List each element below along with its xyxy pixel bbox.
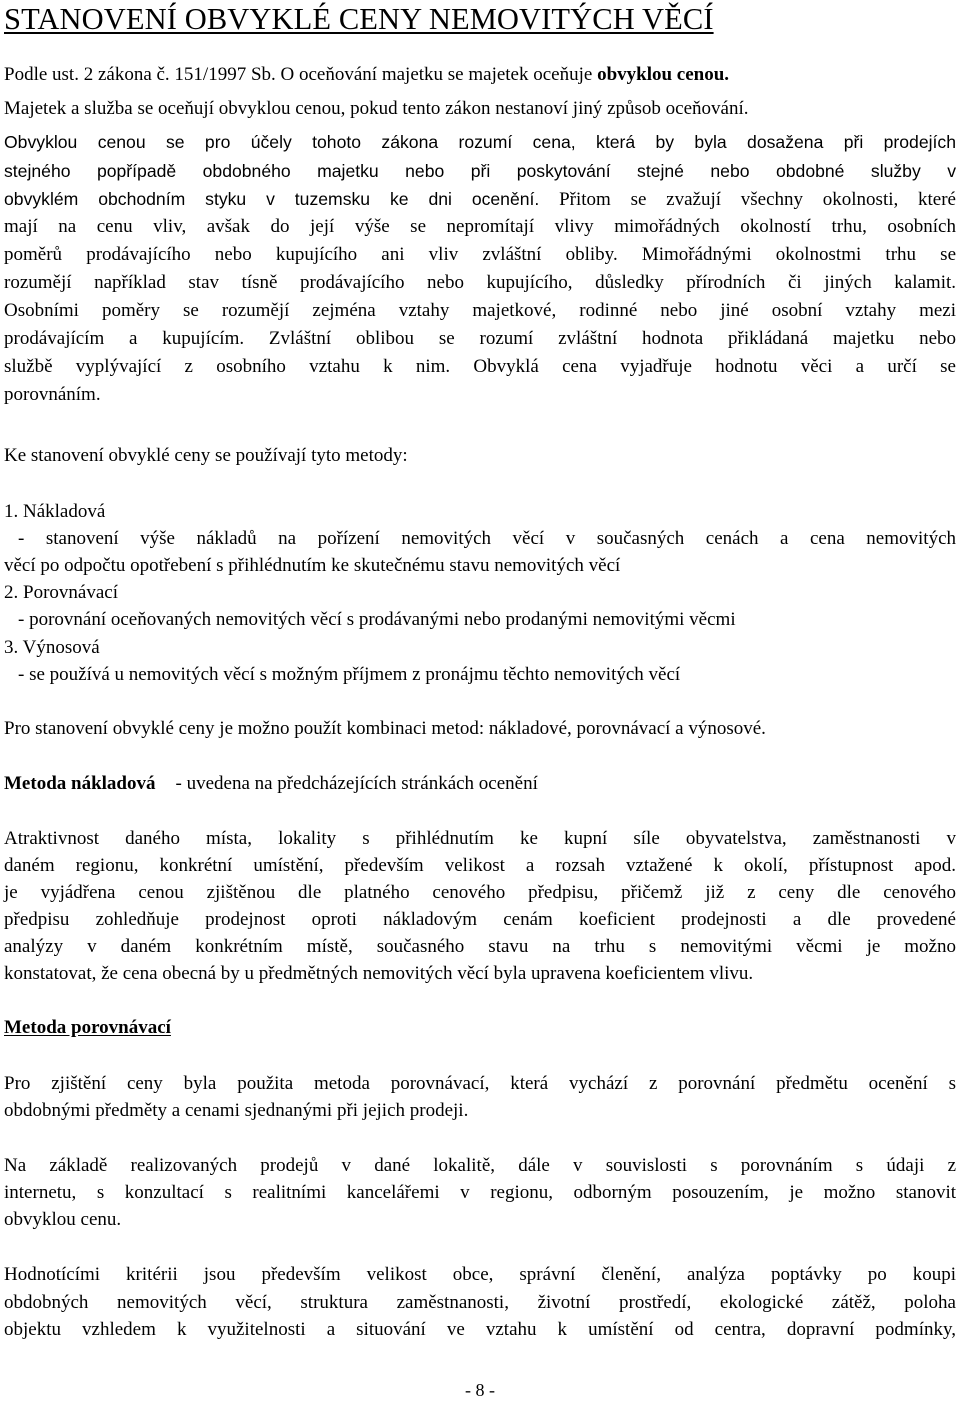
intro-line-8: rozumějí například stav tísně prodávajícího nebo kupujícího, důsledky přírodních či jiných kalamit. [4,272,956,293]
cost-method-heading [4,772,538,796]
comparison-p3-line-3: objektu vzhledem k využitelnosti a situování ve vztahu k umístění od centra, dopravní podmínky, [4,1319,956,1340]
intro-line-1 [4,63,729,87]
attractiveness-line-1: Atraktivnost daného místa, lokality s přihlédnutím ke kupní síle obyvatelstva, zaměstnanosti v [4,828,956,849]
methods-intro: Ke stanovení obvyklé ceny se používají tyto metody: [4,445,408,466]
intro-line-7: poměrů prodávajícího nebo kupujícího ani vliv zvláštní obliby. Mimořádnými okolnostmi trhu se [4,244,956,265]
comparison-p2-line-3: obvyklou cenu. [4,1209,122,1230]
intro-bold-term: obvyklou cenou. [597,64,730,85]
comparison-method-label: Metoda porovnávací [4,1017,171,1038]
attractiveness-line-5: analýzy v daném konkrétním místě, současného stavu na trhu s nemovitými věcmi je možno [4,936,956,957]
intro-line-6: mají na cenu vliv, avšak do její výše se nepromítají vlivy mimořádných okolností trhu, osobních [4,216,956,237]
method-2-title: 2. Porovnávací [4,582,118,603]
page-number: - 8 - [465,1380,495,1400]
combination-note: Pro stanovení obvyklé ceny je možno použít kombinaci metod: nákladové, porovnávací a výnosové. [4,718,766,739]
intro-line-12: porovnáním. [4,384,101,405]
method-2-desc: - porovnání oceňovaných nemovitých věcí s prodávanými nebo prodanými nemovitými věcmi [18,609,736,630]
intro-line-4: stejného popřípadě obdobného majetku nebo při poskytování stejné nebo obdobné služby v [4,161,956,181]
method-3-desc: - se používá u nemovitých věcí s možným příjmem z pronájmu těchto nemovitých věcí [18,664,681,685]
intro-line-10: prodávajícím a kupujícím. Zvláštní oblibou se rozumí zvláštní hodnota přikládaná majetku nebo [4,328,956,349]
comparison-p1-line-2: obdobnými předměty a cenami sjednanými při jejich prodeji. [4,1100,469,1121]
attractiveness-line-6: konstatovat, že cena obecná by u předmětných nemovitých věcí byla upravena koeficientem vlivu. [4,963,754,984]
intro-line-2: Majetek a služba se oceňují obvyklou cenou, pokud tento zákon nestanoví jiný způsob oceňování. [4,98,749,119]
method-1-desc: - stanovení výše nákladů na pořízení nemovitých věcí v současných cenách a cena nemovitých [18,528,956,549]
attractiveness-line-2: daném regionu, konkrétní umístění, především velikost a rozsah vztažené k okolí, přístupnost apod. [4,855,956,876]
page-title: STANOVENÍ OBVYKLÉ CENY NEMOVITÝCH VĚCÍ [4,2,714,36]
comparison-method-heading [4,1016,171,1040]
intro-line-3: Obvyklou cenou se pro účely tohoto zákona rozumí cena, která by byla dosažena při prodejích [4,132,956,152]
comparison-p1-line-1: Pro zjištění ceny byla použita metoda porovnávací, která vychází z porovnání předmětu ocenění s [4,1073,956,1094]
comparison-p2-line-1: Na základě realizovaných prodejů v dané lokalitě, dále v souvislosti s porovnáním s údaji z [4,1155,956,1176]
intro-line-5 [4,187,956,212]
comparison-p3-line-1: Hodnotícími kritérii jsou především velikost obce, správní členění, analýza poptávky po koupi [4,1264,956,1285]
intro-line-9: Osobními poměry se rozumějí zejména vztahy majetkové, rodinné nebo jiné osobní vztahy mezi [4,300,956,321]
intro-text-sans: obvyklém obchodním styku v tuzemsku ke dni ocenění. [4,189,540,209]
intro-text: Přitom se zvažují všechny okolnosti, které [539,189,956,210]
attractiveness-line-3: je vyjádřena cenou zjištěnou dle platného cenového předpisu, přičemž již z ceny dle cenového [4,882,956,903]
comparison-p3-line-2: obdobných nemovitých věcí, struktura zaměstnanosti, životní prostředí, ekologické zátěž, poloha [4,1292,956,1313]
intro-text: Podle ust. 2 zákona č. 151/1997 Sb. O oceňování majetku se majetek oceňuje [4,64,598,85]
method-1-desc-cont: věcí po odpočtu opotřebení s přihlédnutím ke skutečnému stavu nemovitých věcí [4,555,621,576]
intro-line-11: službě vyplývající z osobního vztahu k nim. Obvyklá cena vyjadřuje hodnotu věci a určí se [4,356,956,377]
cost-method-text: - uvedena na předcházejících stránkách ocenění [175,773,538,794]
method-1-title: 1. Nákladová [4,501,106,522]
method-3-title: 3. Výnosová [4,637,100,658]
attractiveness-line-4: předpisu zohledňuje prodejnost oproti nákladovým cenám koeficient prodejnosti a dle provedené [4,909,956,930]
cost-method-label: Metoda nákladová [4,773,156,794]
comparison-p2-line-2: internetu, s konzultací s realitními kancelářemi v regionu, odborným posouzením, je možno stanovit [4,1182,956,1203]
